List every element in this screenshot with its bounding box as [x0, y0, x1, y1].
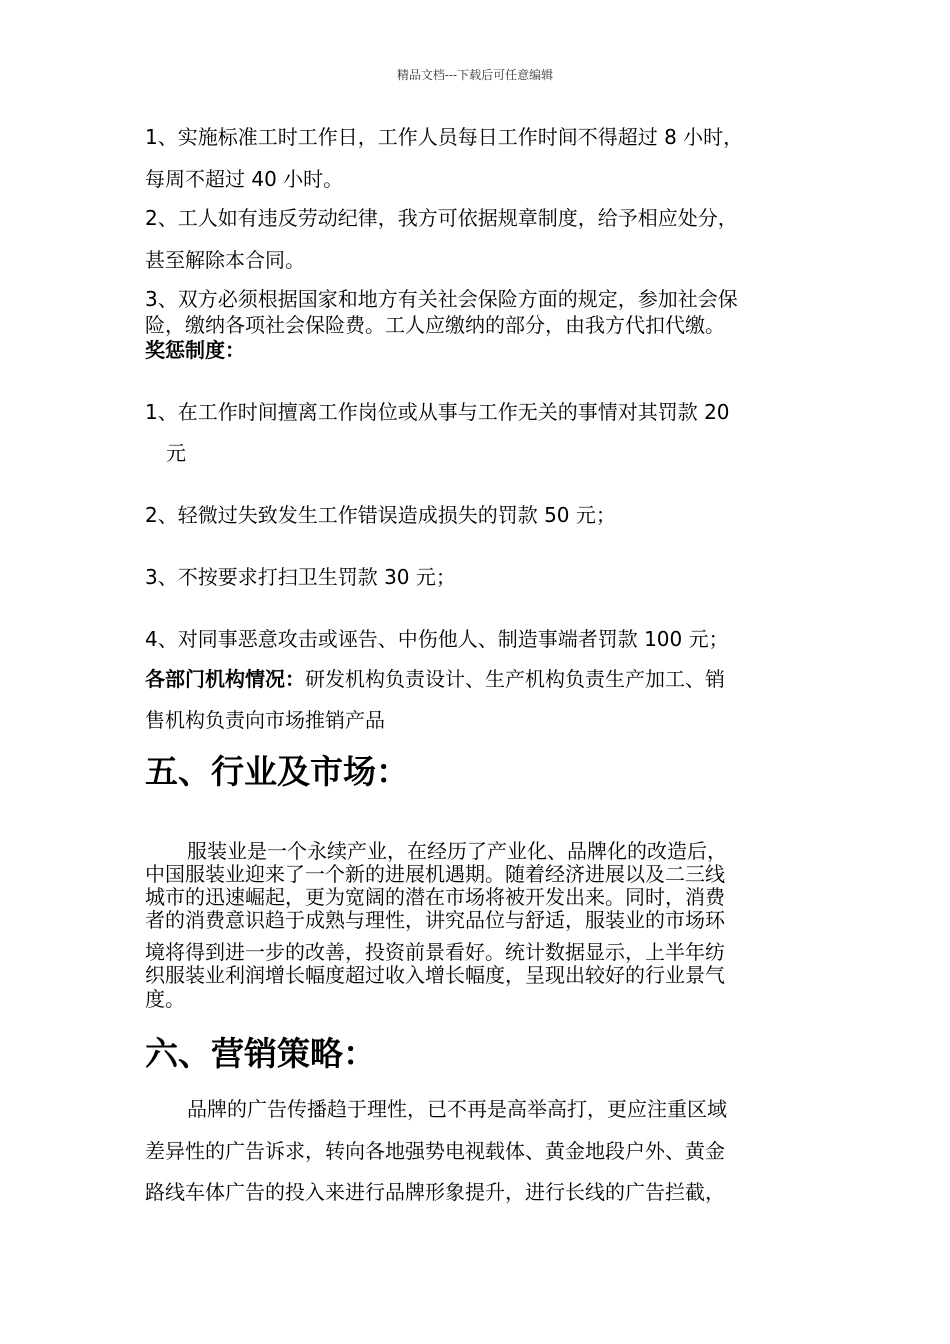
reward-item-3: 3、不按要求打扫卫生罚款 30 元；	[145, 565, 456, 589]
section-6-line-1: 品牌的广告传播趋于理性，已不再是高举高打，更应注重区域	[187, 1097, 727, 1121]
reward-item-1-line-2: 元	[166, 441, 186, 465]
reward-item-2: 2、轻微过失致发生工作错误造成损失的罚款 50 元；	[145, 503, 616, 527]
work-rule-3-line-1: 3、双方必须根据国家和地方有关社会保险方面的规定，参加社会保	[145, 287, 738, 311]
reward-item-4: 4、对同事恶意攻击或诬告、中伤他人、制造事端者罚款 100 元；	[145, 627, 729, 651]
work-rule-2-line-2: 甚至解除本合同。	[145, 248, 305, 272]
departments-line-2: 售机构负责向市场推销产品	[145, 708, 385, 732]
work-rule-2-line-1: 2、工人如有违反劳动纪律，我方可依据规章制度，给予相应处分，	[145, 206, 738, 230]
page-header: 精品文档---下载后可任意编辑	[396, 68, 554, 82]
section-5-title: 五、行业及市场：	[145, 752, 409, 791]
rewards-title: 奖惩制度：	[145, 338, 245, 362]
section-5-line-4: 者的消费意识趋于成熟与理性，讲究品位与舒适，服装业的市场环	[145, 908, 725, 932]
section-6-line-2: 差异性的广告诉求，转向各地强势电视载体、黄金地段户外、黄金	[145, 1139, 725, 1163]
section-5-line-1: 服装业是一个永续产业，在经历了产业化、品牌化的改造后，	[187, 839, 727, 863]
section-6-line-3: 路线车体广告的投入来进行品牌形象提升，进行长线的广告拦截，	[145, 1180, 725, 1204]
section-5-line-5: 境将得到进一步的改善，投资前景看好。统计数据显示，上半年纺	[145, 940, 725, 964]
section-5-line-7: 度。	[145, 987, 185, 1011]
section-6-title: 六、营销策略：	[145, 1034, 376, 1073]
section-5-line-6: 织服装业利润增长幅度超过收入增长幅度，呈现出较好的行业景气	[145, 963, 725, 987]
work-rule-1-line-1: 1、实施标准工时工作日，工作人员每日工作时间不得超过 8 小时，	[145, 125, 744, 149]
work-rule-3-line-2: 险，缴纳各项社会保险费。工人应缴纳的部分，由我方代扣代缴。	[145, 313, 725, 337]
section-5-line-3: 城市的迅速崛起，更为宽阔的潜在市场将被开发出来。同时，消费	[145, 885, 725, 909]
departments-label: 各部门机构情况：	[145, 667, 305, 691]
section-5-line-2: 中国服装业迎来了一个新的进展机遇期。随着经济进展以及二三线	[145, 862, 725, 886]
departments-text: 研发机构负责设计、生产机构负责生产加工、销	[305, 667, 725, 691]
reward-item-1-line-1: 1、在工作时间擅离工作岗位或从事与工作无关的事情对其罚款 20	[145, 400, 730, 424]
departments-line-1	[145, 667, 725, 691]
work-rule-1-line-2: 每周不超过 40 小时。	[145, 167, 344, 191]
